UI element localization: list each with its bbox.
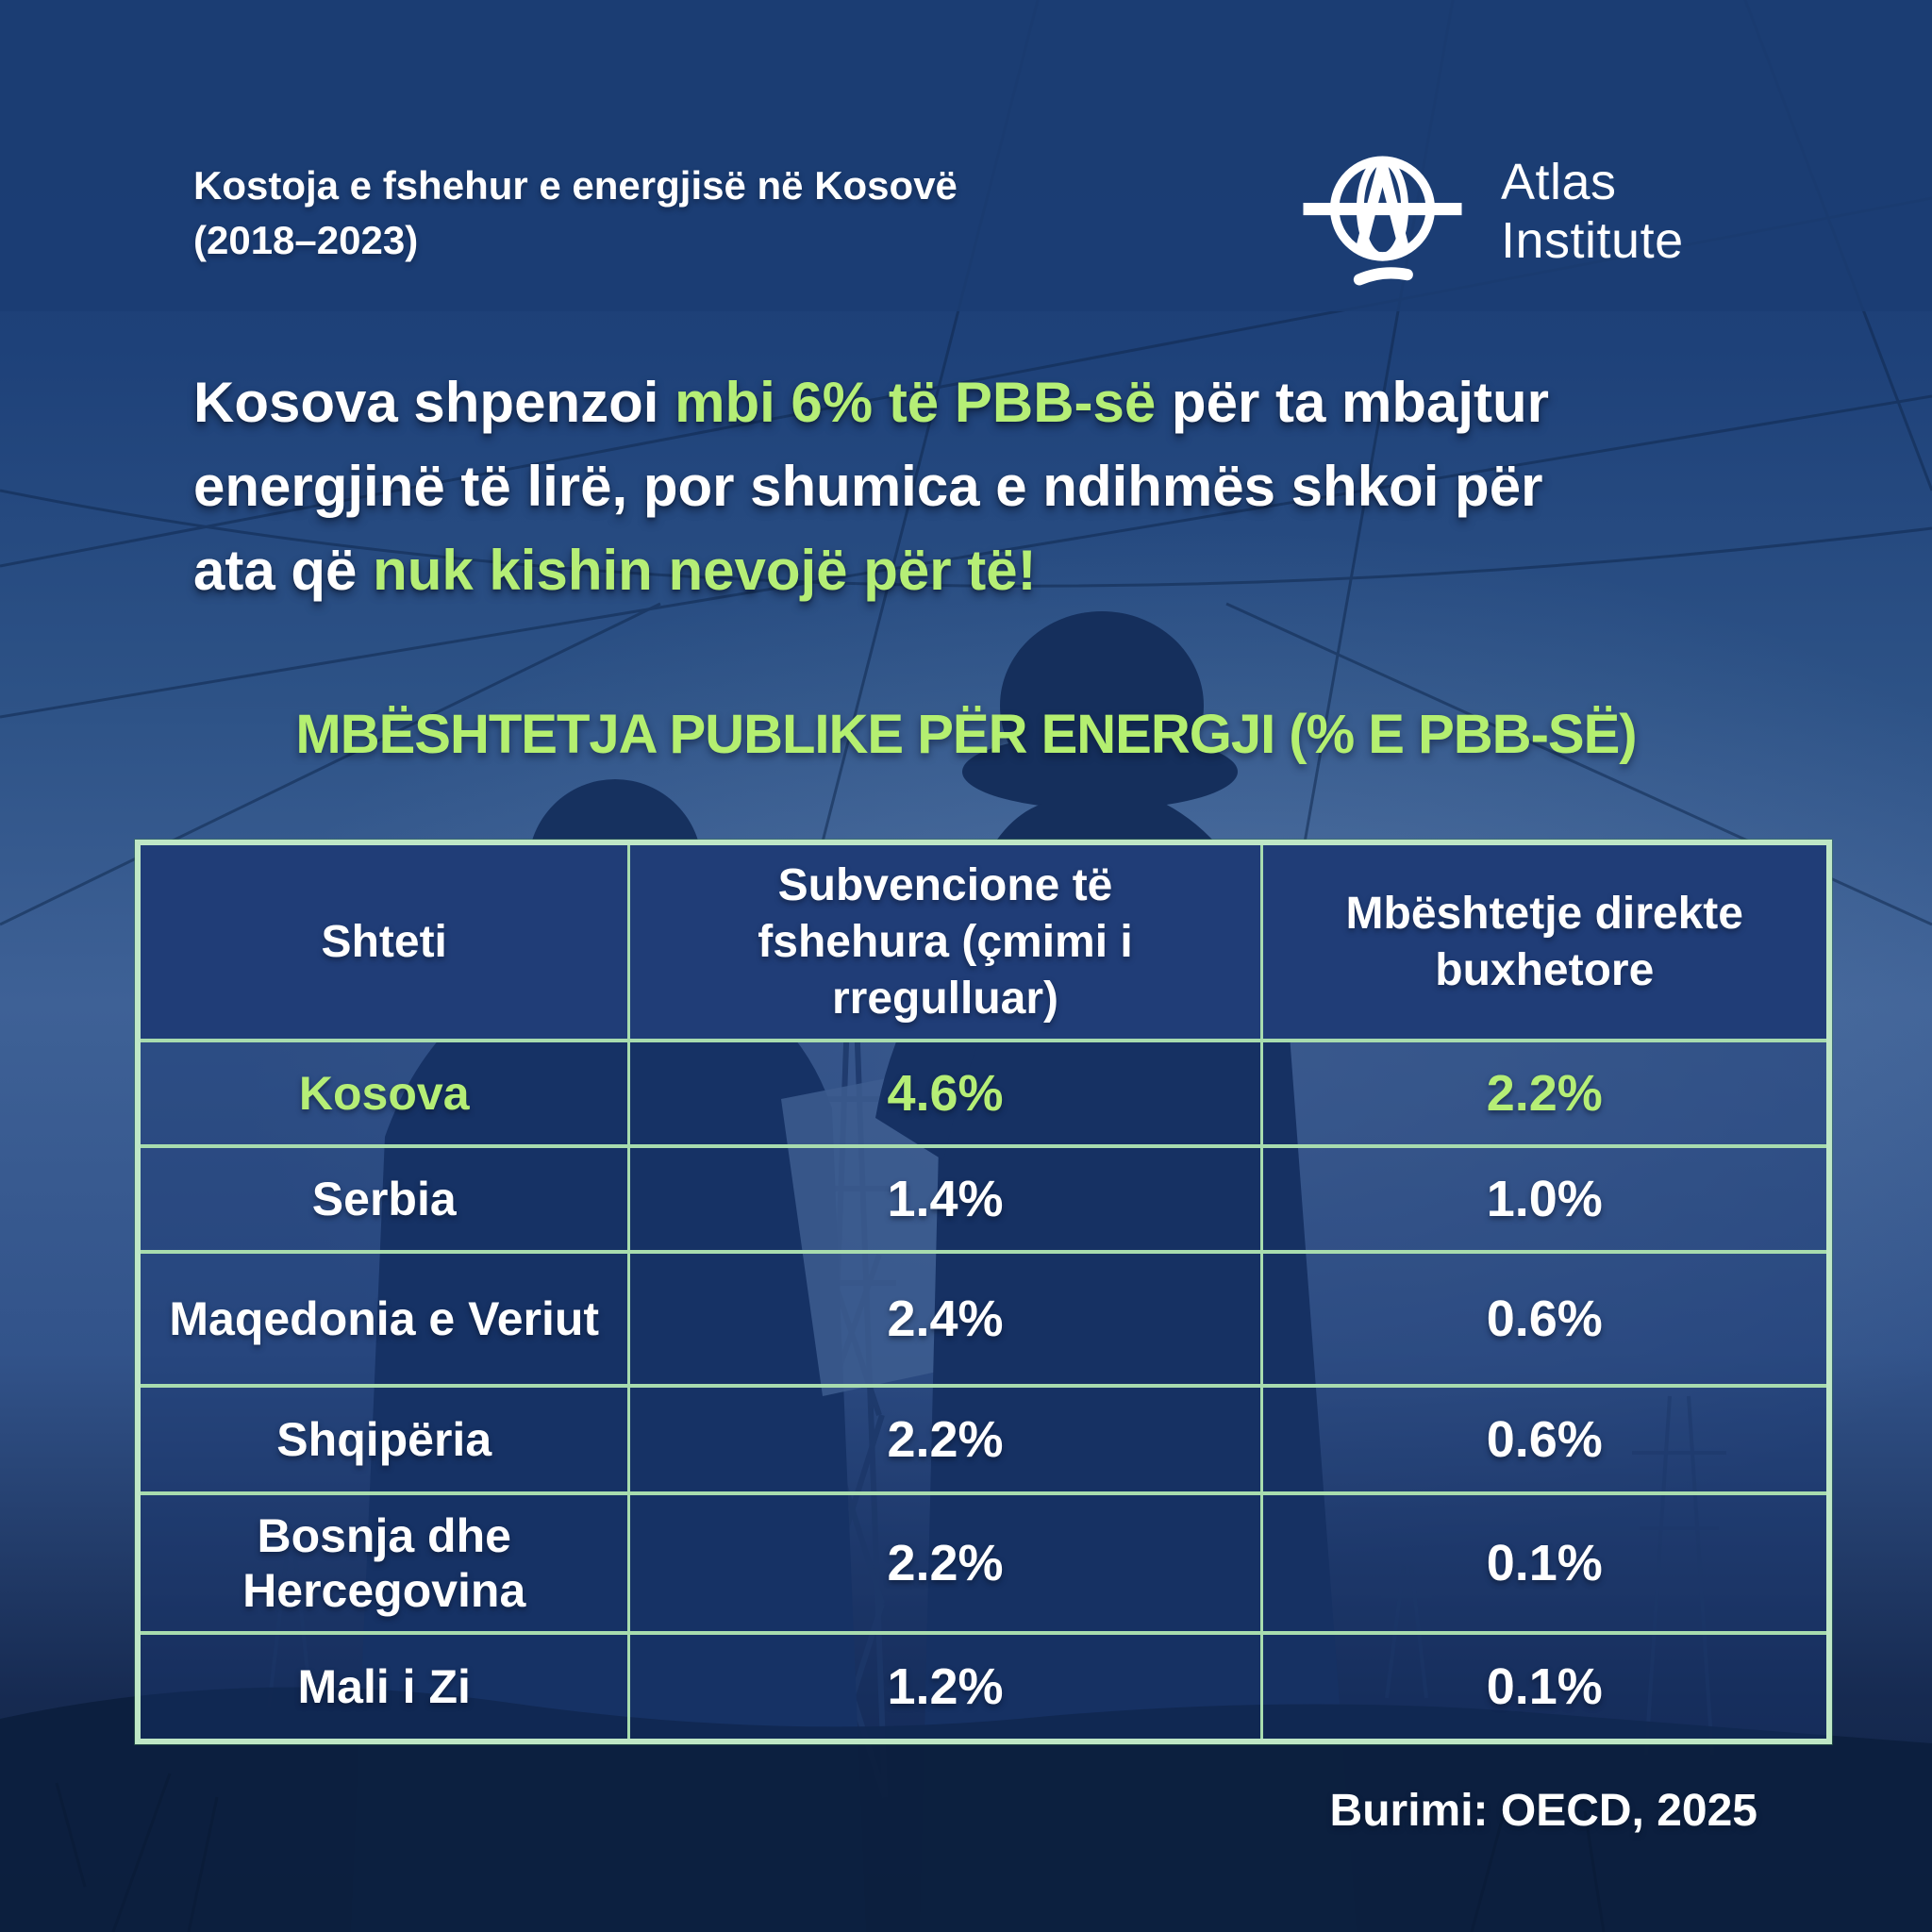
cell-country: Shqipëria bbox=[276, 1413, 492, 1466]
headline-line3 bbox=[193, 528, 1797, 612]
cell-hidden-subsidies: 1.2% bbox=[627, 1635, 1259, 1739]
cell-hidden-subsidies: 2.2% bbox=[627, 1495, 1259, 1631]
column-header-hidden-subsidies bbox=[627, 845, 1259, 1039]
source-note: Burimi: OECD, 2025 bbox=[1329, 1786, 1757, 1836]
section-title: MBËSHTETJA PUBLIKE PËR ENERGJI (% E PBB-SË) bbox=[295, 704, 1637, 765]
column-header-direct-budget-label: Mbështetje direkte buxhetore bbox=[1345, 888, 1743, 995]
headline-line1-green: mbi 6% të PBB-së bbox=[675, 371, 1157, 434]
table-row-maqedonia bbox=[141, 1254, 1826, 1384]
headline-line1-white2: për ta mbajtur bbox=[1156, 371, 1549, 434]
headline-line1 bbox=[193, 360, 1797, 444]
column-header-country-label: Shteti bbox=[321, 916, 447, 967]
cell-country: Maqedonia e Veriut bbox=[169, 1292, 600, 1345]
brand-name-line1: Atlas bbox=[1501, 154, 1617, 210]
cell-country: Serbia bbox=[311, 1173, 457, 1225]
headline-line2: energjinë të lirë, por shumica e ndihmës shkoi për bbox=[193, 455, 1543, 518]
cell-country: Mali i Zi bbox=[297, 1660, 471, 1713]
cell-direct-budget: 0.6% bbox=[1260, 1388, 1826, 1491]
table-row-shqiperia bbox=[141, 1388, 1826, 1491]
atlas-globe-icon bbox=[1300, 132, 1465, 307]
cell-direct-budget: 0.1% bbox=[1260, 1635, 1826, 1739]
table-row-bosnja bbox=[141, 1495, 1826, 1631]
tag-title-line2: (2018–2023) bbox=[193, 218, 419, 262]
cell-hidden-subsidies: 2.4% bbox=[627, 1254, 1259, 1384]
headline-line3-green: nuk kishin nevojë për të! bbox=[373, 539, 1037, 602]
column-header-direct-budget bbox=[1260, 845, 1826, 1039]
brand-logo bbox=[1300, 132, 1684, 307]
table-row-serbia bbox=[141, 1148, 1826, 1250]
table-header-row bbox=[141, 845, 1826, 1039]
energy-support-table bbox=[135, 840, 1832, 1744]
cell-hidden-subsidies: 4.6% bbox=[627, 1042, 1259, 1144]
cell-hidden-subsidies: 1.4% bbox=[627, 1148, 1259, 1250]
table-row-mali-i-zi bbox=[141, 1635, 1826, 1739]
column-header-country bbox=[141, 845, 627, 1039]
cell-hidden-subsidies: 2.2% bbox=[627, 1388, 1259, 1491]
brand-name-line2: Institute bbox=[1501, 212, 1684, 269]
cell-country: Kosova bbox=[298, 1067, 470, 1120]
cell-direct-budget: 0.6% bbox=[1260, 1254, 1826, 1384]
table-row-kosova bbox=[141, 1042, 1826, 1144]
tag-title bbox=[193, 158, 1231, 268]
cell-country: Bosnja dhe Hercegovina bbox=[242, 1509, 526, 1617]
headline-line3-white: ata që bbox=[193, 539, 374, 602]
headline bbox=[193, 360, 1797, 612]
cell-direct-budget: 0.1% bbox=[1260, 1495, 1826, 1631]
headline-line1-white: Kosova shpenzoi bbox=[193, 371, 675, 434]
brand-name bbox=[1501, 153, 1684, 270]
column-header-hidden-subsidies-label: Subvencione të fshehura (çmimi i rregulluar) bbox=[758, 859, 1133, 1024]
cell-direct-budget: 1.0% bbox=[1260, 1148, 1826, 1250]
tag-title-line1: Kostoja e fshehur e energjisë në Kosovë bbox=[193, 163, 958, 208]
cell-direct-budget: 2.2% bbox=[1260, 1042, 1826, 1144]
